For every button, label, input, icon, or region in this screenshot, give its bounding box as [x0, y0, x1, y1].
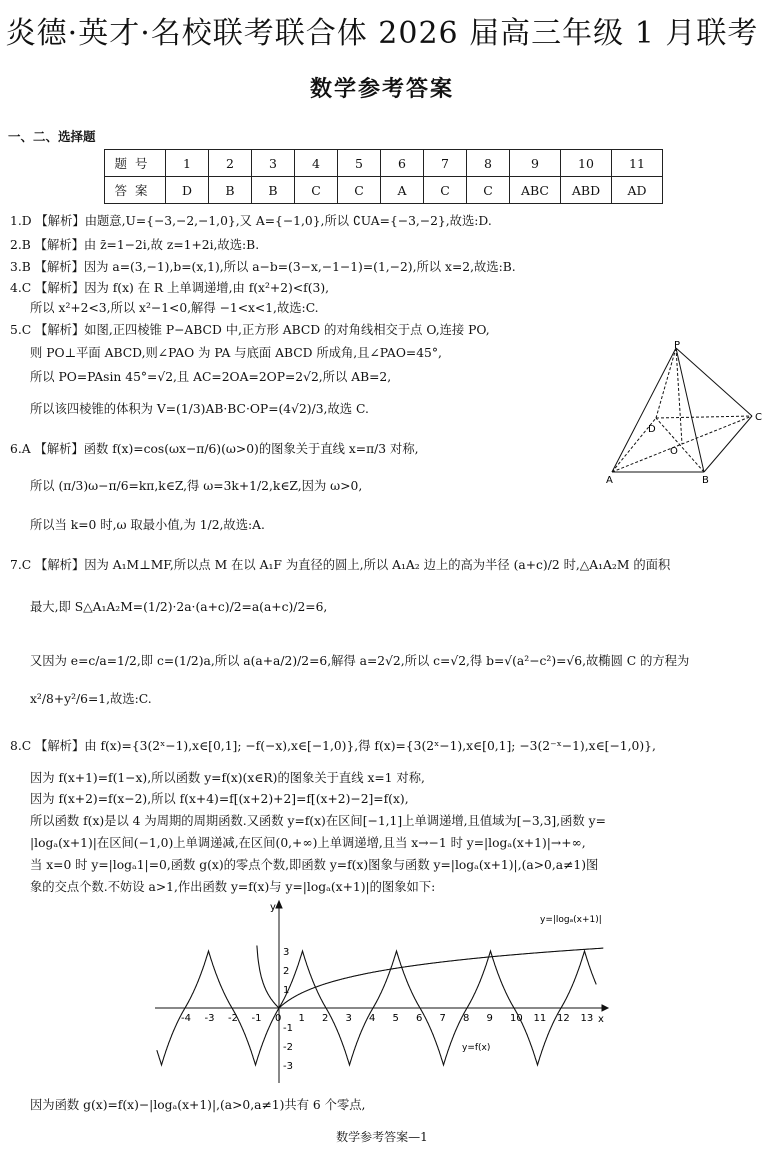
x-tick-label: 2 [322, 1013, 329, 1024]
solution-line: 最大,即 S△A₁A₂M=(1/2)·2a·(a+c)/2=a(a+c)/2=6, [30, 600, 328, 614]
table-cell: C [467, 177, 510, 204]
solution-line: 7.C 【解析】因为 A₁M⊥MF,所以点 M 在以 A₁F 为直径的圆上,所以 A₁A₂ 边上的高为半径 (a+c)/2 时,△A₁A₂M 的面积 [10, 558, 671, 572]
solution-line: 8.C 【解析】由 f(x)={3(2ˣ−1),x∈[0,1]; −f(−x),x∈[−1,0)},得 f(x)={3(2ˣ−1),x∈[0,1]; −3(2⁻ˣ−1),x∈[−1,0)}, [10, 739, 656, 753]
pyramid-label-o: O [670, 446, 678, 457]
x-tick-label: 1 [298, 1013, 305, 1024]
table-cell: B [252, 177, 295, 204]
pyramid-label-a: A [606, 475, 613, 486]
page-subtitle: 数学参考答案 [309, 76, 454, 102]
table-cell: 3 [252, 150, 295, 177]
table-cell: 8 [467, 150, 510, 177]
answer-table [104, 149, 663, 204]
page-title: 炎德·英才·名校联考联合体 2026 届高三年级 1 月联考 [5, 16, 759, 51]
x-tick-label: 7 [439, 1013, 446, 1024]
solution-line: 2.B 【解析】由 z̄=1−2i,故 z=1+2i,故选:B. [10, 238, 260, 252]
x-axis-label: x [598, 1014, 604, 1025]
x-tick-label: -3 [204, 1013, 215, 1024]
solution-line: 则 PO⊥平面 ABCD,则∠PAO 为 PA 与底面 ABCD 所成角,且∠PAO=45°, [30, 346, 442, 360]
y-axis-label: y [270, 902, 276, 913]
x-tick-label: 4 [369, 1013, 376, 1024]
table-cell: 6 [381, 150, 424, 177]
x-tick-label: 6 [416, 1013, 423, 1024]
solution-line: 所以函数 f(x)是以 4 为周期的周期函数.又函数 y=f(x)在区间[−1,1]上单调递增,且值域为[−3,3],函数 y= [30, 814, 606, 828]
x-tick-label: 9 [486, 1013, 493, 1024]
table-cell: ABD [561, 177, 612, 204]
table-cell: C [338, 177, 381, 204]
x-tick-label: -2 [228, 1013, 238, 1024]
y-tick-label: -1 [283, 1023, 293, 1034]
pyramid-figure [604, 340, 764, 488]
table-cell: 9 [510, 150, 561, 177]
solution-line: 6.A 【解析】函数 f(x)=cos(ωx−π/6)(ω>0)的图象关于直线 x=π/3 对称, [10, 442, 419, 456]
table-cell: 5 [338, 150, 381, 177]
solution-line: 因为 f(x+2)=f(x−2),所以 f(x+4)=f[(x+2)+2]=f[(x+2)−2]=f(x), [30, 792, 409, 806]
x-tick-label: 8 [463, 1013, 470, 1024]
table-header-cell: 题号 [105, 150, 166, 177]
table-header-cell: 答案 [105, 177, 166, 204]
solution-line: 所以 x²+2<3,所以 x²−1<0,解得 −1<x<1,故选:C. [30, 301, 319, 315]
table-cell: 7 [424, 150, 467, 177]
pyramid-label-c: C [755, 412, 762, 423]
solution-line: 因为函数 g(x)=f(x)−|logₐ(x+1)|,(a>0,a≠1)共有 6 个零点, [30, 1098, 366, 1112]
x-tick-label: 5 [392, 1013, 399, 1024]
solution-line: 所以该四棱锥的体积为 V=(1/3)AB·BC·OP=(4√2)/3,故选 C. [30, 402, 369, 416]
table-cell: A [381, 177, 424, 204]
y-tick-label: 1 [283, 985, 290, 996]
solution-line: 所以 (π/3)ω−π/6=kπ,k∈Z,得 ω=3k+1/2,k∈Z,因为 ω>0, [30, 479, 363, 493]
pyramid-label-d: D [648, 424, 656, 435]
table-cell: 11 [612, 150, 663, 177]
solution-line: 所以当 k=0 时,ω 取最小值,为 1/2,故选:A. [30, 518, 265, 532]
table-cell: C [295, 177, 338, 204]
x-tick-label: 10 [510, 1013, 523, 1024]
pyramid-label-b: B [702, 475, 709, 486]
solution-line: 象的交点个数.不妨设 a>1,作出函数 y=f(x)与 y=|logₐ(x+1)|的图象如下: [30, 880, 436, 894]
solution-line: 当 x=0 时 y=|logₐ1|=0,函数 g(x)的零点个数,即函数 y=f(x)图象与函数 y=|logₐ(x+1)|,(a>0,a≠1)图 [30, 858, 599, 872]
solution-line: |logₐ(x+1)|在区间(−1,0)上单调递减,在区间(0,+∞)上单调递增,且当 x→−1 时 y=|logₐ(x+1)|→+∞, [30, 836, 586, 850]
table-row [105, 177, 663, 204]
table-cell: 4 [295, 150, 338, 177]
table-cell: ABC [510, 177, 561, 204]
function-graph [150, 898, 610, 1088]
section-heading: 一、二、选择题 [8, 129, 96, 144]
page-footer: 数学参考答案—1 [336, 1130, 428, 1144]
table-cell: D [166, 177, 209, 204]
f-curve-label: y=f(x) [462, 1043, 491, 1053]
x-tick-label: 3 [345, 1013, 352, 1024]
x-tick-label: 12 [557, 1013, 570, 1024]
x-tick-label: -4 [181, 1013, 191, 1024]
table-cell: 10 [561, 150, 612, 177]
solution-line: x²/8+y²/6=1,故选:C. [30, 692, 152, 706]
x-tick-label: 0 [275, 1013, 282, 1024]
solution-line: 因为 f(x+1)=f(1−x),所以函数 y=f(x)(x∈R)的图象关于直线 x=1 对称, [30, 771, 425, 785]
table-row [105, 150, 663, 177]
log-curve-label: y=|logₐ(x+1)| [540, 915, 602, 925]
y-tick-label: -3 [283, 1061, 293, 1072]
table-cell: 1 [166, 150, 209, 177]
table-cell: B [209, 177, 252, 204]
x-tick-label: -1 [251, 1013, 262, 1024]
solution-line: 3.B 【解析】因为 a=(3,−1),b=(x,1),所以 a−b=(3−x,−1−1)=(1,−2),所以 x=2,故选:B. [10, 260, 516, 274]
table-cell: AD [612, 177, 663, 204]
solution-line: 1.D 【解析】由题意,U={−3,−2,−1,0},又 A={−1,0},所以 ∁UA={−3,−2},故选:D. [10, 214, 492, 228]
x-tick-label: 11 [533, 1013, 547, 1024]
solution-line: 所以 PO=PAsin 45°=√2,且 AC=2OA=2OP=2√2,所以 AB=2, [30, 370, 392, 384]
y-tick-label: 3 [283, 947, 290, 958]
pyramid-label-p: P [674, 340, 681, 351]
table-cell: 2 [209, 150, 252, 177]
solution-line: 5.C 【解析】如图,正四棱锥 P−ABCD 中,正方形 ABCD 的对角线相交于点 O,连接 PO, [10, 323, 490, 337]
solution-line: 又因为 e=c/a=1/2,即 c=(1/2)a,所以 a(a+a/2)/2=6,解得 a=2√2,所以 c=√2,得 b=√(a²−c²)=√6,故椭圆 C 的方程为 [30, 654, 690, 668]
x-tick-label: 13 [580, 1013, 594, 1024]
solution-line: 4.C 【解析】因为 f(x) 在 R 上单调递增,由 f(x²+2)<f(3), [10, 281, 330, 295]
y-tick-label: 2 [283, 966, 290, 977]
y-tick-label: -2 [283, 1042, 293, 1053]
table-cell: C [424, 177, 467, 204]
